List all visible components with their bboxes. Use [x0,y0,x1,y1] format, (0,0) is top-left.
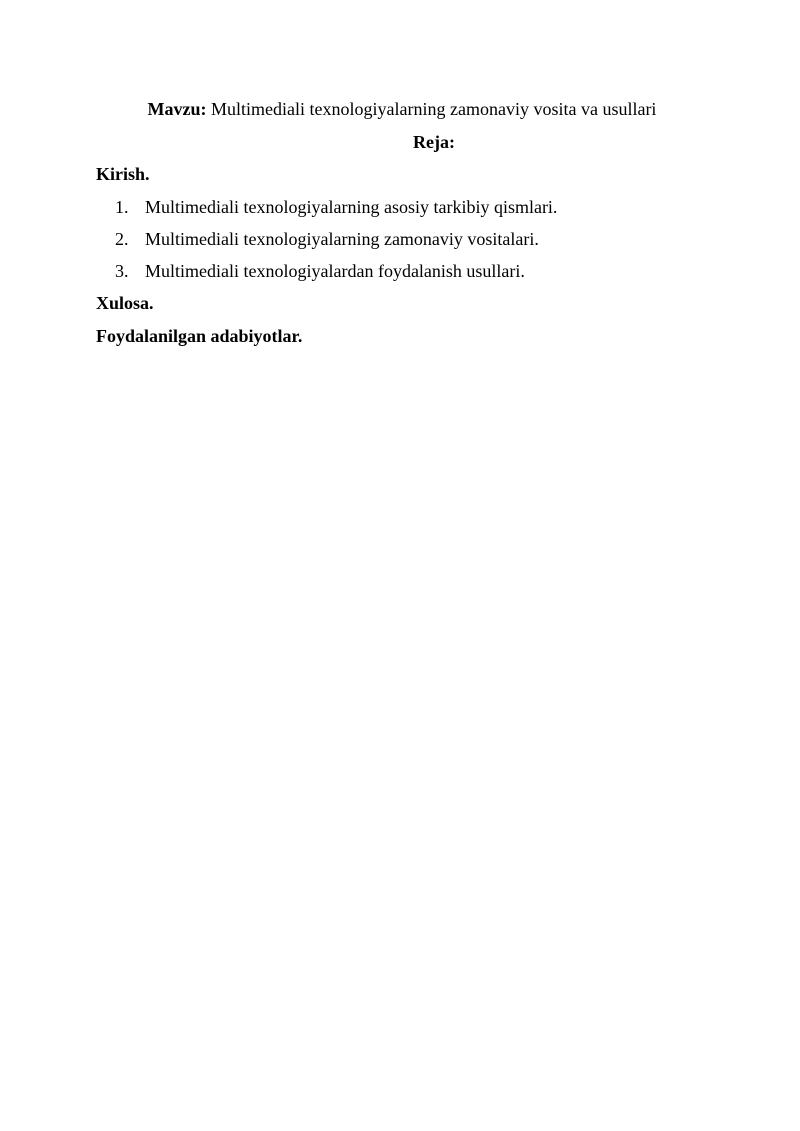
list-item-text: Multimediali texnologiyalarning asosiy tarkibiy qismlari. [145,197,558,217]
list-item-number: 3. [115,261,129,281]
list-item-number: 1. [115,197,129,217]
topic-label: Mavzu: [147,99,207,119]
intro-heading: Kirish. [96,164,150,184]
plan-list-item [115,228,539,250]
topic-text: Multimediali texnologiyalarning zamonaviy vosita va usullari [211,99,657,119]
references-heading: Foydalanilgan adabiyotlar. [96,326,303,346]
topic-line [0,98,800,120]
plan-list-item [115,196,557,218]
plan-heading: Reja: [413,132,455,152]
plan-list-item [115,260,525,282]
list-item-text: Multimediali texnologiyalardan foydalanish usullari. [145,261,525,281]
list-item-number: 2. [115,229,129,249]
topic-inner [148,98,657,120]
list-item-text: Multimediali texnologiyalarning zamonaviy vositalari. [145,229,539,249]
conclusion-heading: Xulosa. [96,293,154,313]
